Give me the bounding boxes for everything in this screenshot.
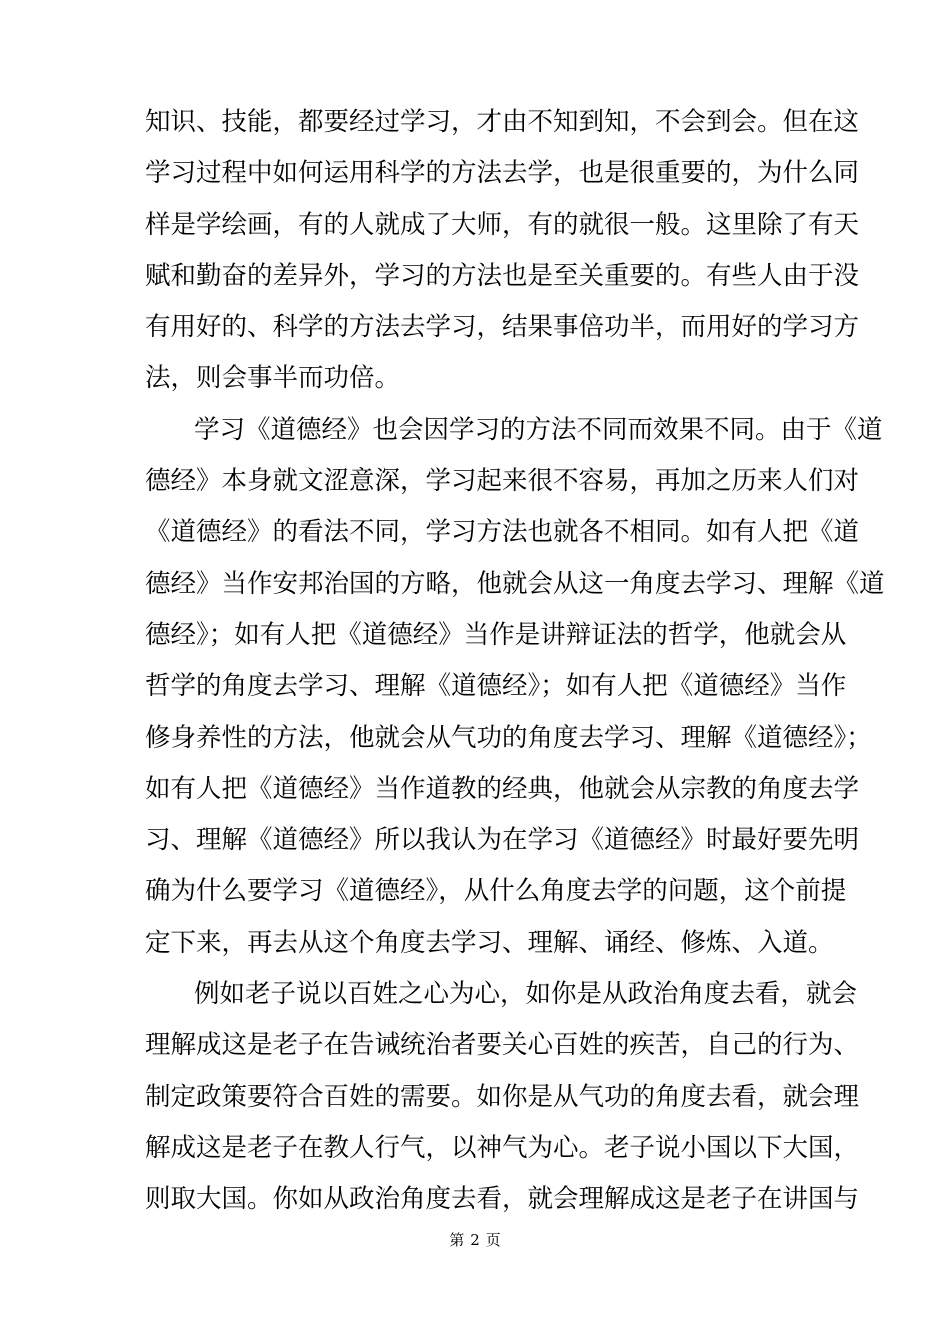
text-line: 有用好的、科学的方法去学习，结果事倍功半，而用好的学习方 <box>145 312 860 343</box>
page-label-prefix: 第 <box>449 1231 465 1249</box>
text-line: 学习过程中如何运用科学的方法去学，也是很重要的，为什么同 <box>145 158 860 189</box>
text-line: 赋和勤奋的差异外，学习的方法也是至关重要的。有些人由于没 <box>145 260 860 291</box>
text-line: 哲学的角度去学习、理解《道德经》；如有人把《道德经》当作 <box>145 671 847 702</box>
text-line: 解成这是老子在教人行气，以神气为心。老子说小国以下大国， <box>145 1132 860 1163</box>
text-line: 如有人把《道德经》当作道教的经典，他就会从宗教的角度去学 <box>145 773 860 804</box>
text-line: 定下来，再去从这个角度去学习、理解、诵经、修炼、入道。 <box>145 927 834 958</box>
text-line: 德经》本身就文涩意深，学习起来很不容易，再加之历来人们对 <box>145 466 860 497</box>
paragraph-first-line: 学习《道德经》也会因学习的方法不同而效果不同。由于《道 <box>194 414 883 445</box>
text-line: 习、理解《道德经》所以我认为在学习《道德经》时最好要先明 <box>145 825 860 856</box>
text-line: 制定政策要符合百姓的需要。如你是从气功的角度去看，就会理 <box>145 1081 860 1112</box>
page-footer <box>0 1229 950 1250</box>
text-line: 德经》当作安邦治国的方略，他就会从这一角度去学习、理解《道 <box>145 568 885 599</box>
text-line: 确为什么要学习《道德经》，从什么角度去学的问题，这个前提 <box>145 876 847 907</box>
text-line: 理解成这是老子在告诫统治者要关心百姓的疾苦，自己的行为、 <box>145 1030 860 1061</box>
text-line: 德经》；如有人把《道德经》当作是讲辩证法的哲学，他就会从 <box>145 619 847 650</box>
text-line: 知识、技能，都要经过学习，才由不知到知，不会到会。但在这 <box>145 107 860 137</box>
text-line: 法，则会事半而功倍。 <box>145 363 401 394</box>
text-line: 修身养性的方法，他就会从气功的角度去学习、理解《道德经》； <box>145 722 872 753</box>
body-text <box>145 97 885 1226</box>
text-line: 样是学绘画，有的人就成了大师，有的就很一般。这里除了有天 <box>145 209 860 240</box>
page-number: 2 <box>470 1231 480 1249</box>
text-line: 《道德经》的看法不同，学习方法也就各不相同。如有人把《道 <box>145 517 860 548</box>
page-label-suffix: 页 <box>485 1231 501 1249</box>
paragraph-first-line: 例如老子说以百姓之心为心，如你是从政治角度去看，就会 <box>194 979 858 1010</box>
text-line: 则取大国。你如从政治角度去看，就会理解成这是老子在讲国与 <box>145 1184 860 1215</box>
